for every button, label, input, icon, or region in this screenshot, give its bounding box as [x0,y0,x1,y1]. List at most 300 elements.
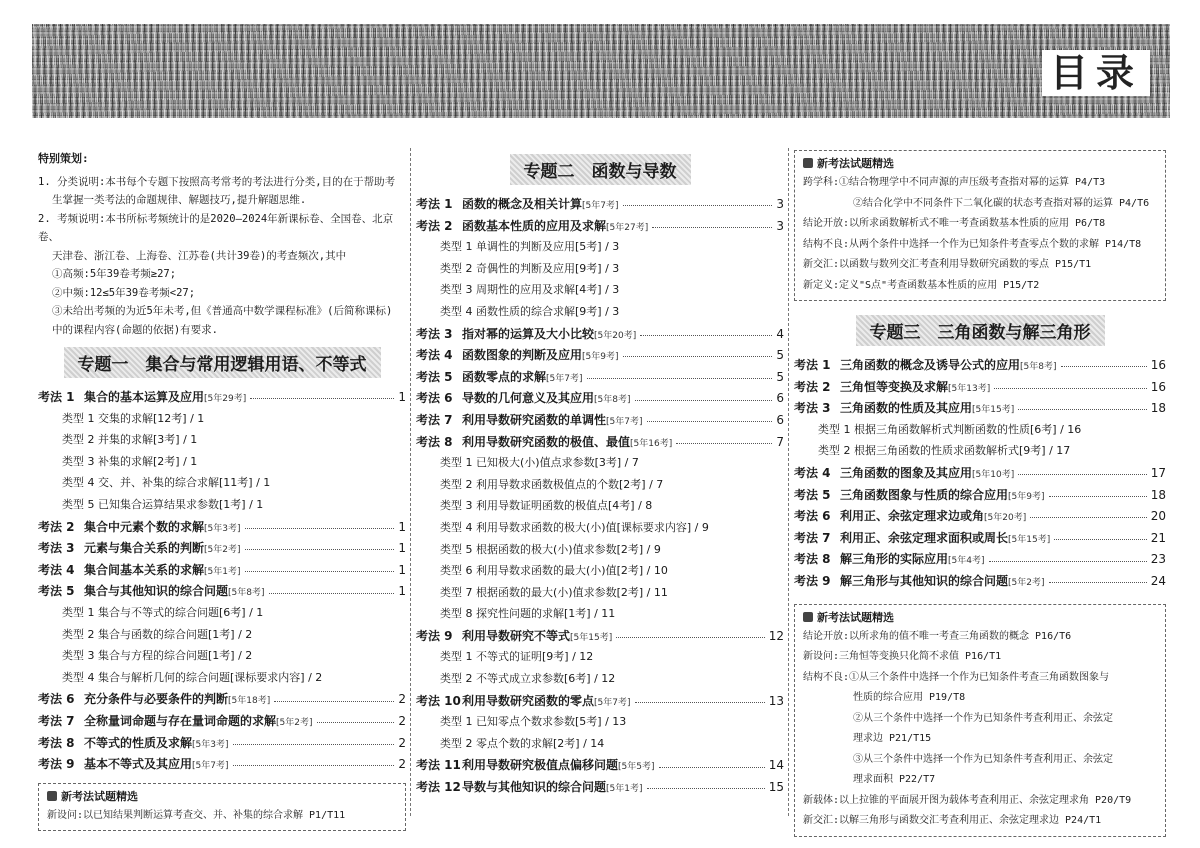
box-line: 跨学科:①结合物理学中不同声源的声压级考查指对幂的运算 P4/T3 [803,177,1106,188]
dot-leader [269,593,395,594]
entry-number: 考法 3 [38,541,75,556]
box-line: 新设问:以已知结果判断运算考查交、并、补集的综合求解 P1/T11 [47,809,346,821]
entry-title: 集合与不等式的综合问题[6考] / 1 [98,605,264,619]
entry-title: 零点个数的求解[2考] / 14 [476,736,605,750]
box-lines [803,627,1157,832]
intro-line: ③未给出考频的为近5年未考,但《普通高中数学课程标准》(后简称课标) [52,305,393,317]
exam-frequency: [5年7考] [582,201,619,211]
toc-entry[interactable] [794,399,1166,421]
toc-entry[interactable] [38,561,406,583]
box-line: ②从三个条件中选择一个作为已知条件考查利用正、余弦定 [853,712,1113,724]
toc-entry[interactable] [416,433,784,455]
box-line: 新载体:以上拉锥的平面展开图为载体考查利用正、余弦定理求角 P20/T9 [803,794,1132,806]
toc-entry[interactable] [794,529,1166,551]
box-line: 新交汇:以解三角形与函数交汇考查利用正、余弦定理求边 P24/T1 [803,815,1102,827]
toc-subentry[interactable] [38,647,406,669]
dot-leader [1030,517,1147,518]
toc-subentry[interactable] [416,605,784,627]
toc-subentry[interactable] [416,735,784,757]
column-1 [38,150,406,831]
column-divider [410,148,411,816]
entry-title: 集合与解析几何的综合问题[课标要求内容] / 2 [98,670,323,684]
entry-title: 不等式的性质及求解 [84,735,193,750]
entry-number: 考法 4 [38,562,75,577]
entry-number: 考法 7 [794,530,831,545]
page-number: 16 [1150,379,1166,394]
entry-title: 根据函数的最大(小)值求参数[2考] / 11 [476,585,668,599]
dot-leader [1049,582,1147,583]
exam-frequency: [5年3考] [204,523,241,534]
dot-leader [635,702,765,703]
page-number: 3 [776,197,784,211]
dot-leader [1018,409,1147,410]
entry-title: 单调性的判断及应用[5考] / 3 [476,240,620,254]
toc-entry[interactable] [38,539,406,561]
entry-title: 函数图象的判断及应用 [462,348,583,363]
dot-leader [245,549,395,550]
dot-leader [623,205,773,206]
box-line: 理求边 P21/T15 [853,733,932,745]
toc-subentry[interactable] [38,410,406,432]
entry-title: 三角恒等变换及求解 [840,379,949,394]
section-title [794,315,1166,346]
entry-title: 已知零点个数求参数[5考] / 13 [476,715,627,729]
entry-number: 考法 7 [38,713,75,728]
toc-subentry[interactable] [38,474,406,496]
entry-number: 考法 1 [794,358,831,372]
entry-number: 类型 2 [440,477,473,491]
entry-title: 交、并、补集的综合求解[11考] / 1 [98,476,271,490]
box-heading-text: 新考法试题精选 [817,157,894,170]
entry-number: 考法 8 [794,552,831,567]
toc-entry[interactable] [416,346,784,368]
toc-subentry[interactable] [38,431,406,453]
exam-frequency: [5年3考] [192,739,229,750]
entry-title: 集合与其他知识的综合问题 [84,584,229,599]
entry-number: 考法 6 [416,391,453,406]
entry-title: 利用导数研究极值点偏移问题 [462,758,619,773]
entry-number: 类型 1 [440,456,473,470]
toc-entry[interactable] [794,507,1166,529]
exam-frequency: [5年7考] [594,697,631,708]
entry-title: 三角函数的图象及其应用 [840,465,973,480]
exam-frequency: [5年20考] [984,513,1027,524]
dot-leader [233,765,395,766]
new-method-box [794,604,1166,837]
toc-subentry[interactable] [794,421,1166,443]
toc-entry[interactable] [416,217,784,239]
toc-entry[interactable] [416,756,784,778]
entry-number: 考法 1 [38,390,75,404]
square-bullet-icon [47,791,57,801]
entry-title: 集合中元素个数的求解 [84,519,205,534]
dot-leader [647,421,773,422]
entry-title: 已知集合运算结果求参数[1考] / 1 [98,497,264,511]
entry-title: 集合的基本运算及应用 [84,390,205,404]
toc-subentry[interactable] [38,626,406,648]
toc-subentry[interactable] [416,454,784,476]
page-number: 5 [776,369,784,384]
entry-number: 考法 6 [38,692,75,707]
entry-title: 根据三角函数的性质求函数解析式[9考] / 17 [854,444,1071,458]
column-divider [788,148,789,816]
toc-entry[interactable] [794,572,1166,594]
entry-title: 利用导数求函数极值点的个数[2考] / 7 [476,477,664,491]
entry-number: 考法 4 [416,348,453,363]
dot-leader [640,335,772,336]
exam-frequency: [5年7考] [606,416,643,427]
toc-entry[interactable] [416,411,784,433]
dot-leader [317,722,395,723]
entry-title: 函数基本性质的应用及求解 [462,218,607,233]
entry-title: 利用导数研究函数的极值、最值 [462,434,631,449]
box-heading [803,609,1157,625]
box-line: 结构不良:从两个条件中选择一个作为已知条件考查零点个数的求解 P14/T8 [803,238,1142,250]
entry-title: 根据函数的极大(小)值求参数[2考] / 9 [476,542,661,556]
toc-list [38,388,406,777]
entry-number: 类型 1 [62,411,95,425]
box-line: 结论开放:以所求角的值不唯一考查三角函数的概念 P16/T6 [803,630,1072,642]
entry-number: 考法 11 [416,758,461,773]
box-line: 结论开放:以所求函数解析式不唯一考查函数基本性质的应用 P6/T8 [803,218,1106,229]
toc-list [416,195,784,800]
toc-subentry[interactable] [416,670,784,692]
toc-entry[interactable] [38,712,406,734]
toc-subentry[interactable] [416,648,784,670]
square-bullet-icon [803,612,813,622]
toc-entry[interactable] [38,582,406,604]
dot-leader [616,637,765,638]
dot-leader [635,400,773,401]
box-line: ②结合化学中不同条件下二氧化碳的状态考查指对幂的运算 P4/T6 [853,197,1150,209]
entry-title: 集合与方程的综合问题[1考] / 2 [98,649,253,663]
intro-line: 1. 分类说明:本书每个专题下按照高考常考的考法进行分类,目的在于帮助考 [38,175,396,188]
exam-frequency: [5年16考] [630,438,673,449]
toc-subentry[interactable] [416,497,784,519]
page-number: 1 [398,584,406,599]
entry-title: 利用导数证明函数的极值点[4考] / 8 [476,499,653,513]
entry-number: 考法 2 [416,218,453,233]
page-number: 1 [398,390,406,404]
box-heading-text: 新考法试题精选 [61,789,138,803]
page-number: 6 [776,412,784,427]
page-number: 12 [768,628,784,643]
toc-entry[interactable] [794,464,1166,486]
entry-number: 考法 3 [416,326,453,341]
toc-subentry[interactable] [38,604,406,626]
entry-number: 考法 5 [794,487,831,502]
section-title-text: 专题三 三角函数与解三角形 [856,315,1105,346]
entry-title: 利用导数研究不等式 [462,628,571,643]
entry-title: 三角函数的性质及其应用 [840,401,973,416]
entry-title: 根据三角函数解析式判断函数的性质[6考] / 16 [854,422,1082,436]
toc-subentry[interactable] [416,281,784,303]
entry-number: 考法 9 [38,757,75,772]
section-title [416,154,784,185]
toc-entry[interactable] [416,389,784,411]
box-line: 新设问:三角恒等变换只化简不求值 P16/T1 [803,651,1002,663]
toc-subentry[interactable] [416,238,784,260]
entry-title: 函数的概念及相关计算 [462,197,583,211]
exam-frequency: [5年9考] [1008,491,1045,502]
entry-title: 三角函数的概念及诱导公式的应用 [840,358,1021,372]
entry-title: 探究性问题的求解[1考] / 11 [476,607,616,621]
exam-frequency: [5年2考] [276,717,313,728]
entry-title: 元素与集合关系的判断 [84,541,205,556]
toc-entry[interactable] [794,378,1166,400]
toc-entry[interactable] [794,550,1166,572]
toc-subentry[interactable] [416,541,784,563]
exam-frequency: [5年10考] [972,469,1015,480]
entry-number: 类型 8 [440,607,473,621]
entry-number: 类型 6 [440,564,473,578]
page-number: 23 [1150,552,1166,567]
toc-entry[interactable] [416,195,784,217]
entry-title: 并集的求解[3考] / 1 [98,433,198,447]
dot-leader [245,528,395,529]
toc-entry[interactable] [38,734,406,756]
entry-number: 类型 2 [440,736,473,750]
entry-title: 函数性质的综合求解[9考] / 3 [476,304,620,318]
toc-list [794,356,1166,594]
dot-leader [994,388,1147,389]
intro-heading: 特别策划: [38,152,89,165]
entry-number: 类型 1 [440,715,473,729]
dot-leader [989,561,1147,562]
toc-subentry[interactable] [38,453,406,475]
dot-leader [652,227,772,228]
intro-line: ①高频:5年39卷考频≥27; [52,268,177,280]
entry-number: 类型 1 [818,422,851,436]
dot-leader [274,701,394,702]
page-number: 5 [776,348,784,363]
page-number: 13 [768,693,784,708]
toc-subentry[interactable] [38,496,406,518]
box-heading [803,155,1157,171]
entry-title: 交集的求解[12考] / 1 [98,411,205,425]
toc-subentry[interactable] [416,476,784,498]
section-title-text: 专题一 集合与常用逻辑用语、不等式 [64,347,381,378]
entry-title: 利用导数求函数的最大(小)值[2考] / 10 [476,564,668,578]
exam-frequency: [5年27考] [606,222,649,233]
page-number: 6 [776,391,784,406]
page-number: 20 [1150,509,1166,524]
entry-number: 类型 1 [440,650,473,664]
entry-number: 考法 5 [416,369,453,384]
box-heading [47,788,397,804]
page-number: 24 [1150,573,1166,588]
page-number: 21 [1150,530,1166,545]
entry-title: 集合与函数的综合问题[1考] / 2 [98,627,253,641]
exam-frequency: [5年15考] [1008,534,1051,545]
entry-title: 导数的几何意义及其应用 [462,391,595,406]
page-number: 17 [1150,465,1166,480]
page-number: 7 [776,434,784,449]
entry-number: 考法 3 [794,401,831,416]
toc-entry[interactable] [416,692,784,714]
toc-entry[interactable] [38,690,406,712]
entry-title: 利用导数研究函数的零点 [462,693,595,708]
entry-title: 补集的求解[2考] / 1 [98,454,198,468]
entry-number: 考法 9 [794,573,831,588]
entry-number: 考法 9 [416,628,453,643]
entry-number: 考法 5 [38,584,75,599]
entry-number: 考法 1 [416,197,453,211]
exam-frequency: [5年29考] [204,394,247,404]
intro-block [38,150,406,339]
entry-number: 考法 8 [416,434,453,449]
entry-number: 类型 3 [440,283,473,297]
entry-number: 类型 3 [62,454,95,468]
toc-entry[interactable] [416,778,784,800]
box-line: 性质的综合应用 P19/T8 [853,692,966,704]
exam-frequency: [5年4考] [948,556,985,567]
toc-entry[interactable] [794,356,1166,378]
page-number: 14 [768,758,784,773]
exam-frequency: [5年2考] [204,545,241,556]
new-method-box [794,150,1166,301]
dot-leader [245,571,395,572]
entry-number: 考法 2 [794,379,831,394]
toc-entry[interactable] [38,518,406,540]
entry-number: 考法 4 [794,465,831,480]
exam-frequency: [5年5考] [618,762,655,773]
exam-frequency: [5年15考] [570,632,613,643]
dot-leader [1054,539,1147,540]
toc-subentry[interactable] [416,260,784,282]
toc-entry[interactable] [416,368,784,390]
toc-entry[interactable] [416,627,784,649]
toc-entry[interactable] [794,486,1166,508]
entry-number: 类型 1 [62,605,95,619]
exam-frequency: [5年7考] [546,373,583,384]
box-line: 新交汇:以函数与数列交汇考查利用导数研究函数的零点 P15/T1 [803,259,1092,270]
toc-subentry[interactable] [416,713,784,735]
entry-number: 类型 7 [440,585,473,599]
exam-frequency: [5年1考] [204,566,241,577]
intro-line: 生掌握一类考法的命题规律、解题技巧,提升解题思维. [52,194,307,206]
entry-title: 解三角形与其他知识的综合问题 [840,573,1009,588]
entry-title: 利用正、余弦定理求边或角 [840,509,985,524]
entry-title: 充分条件与必要条件的判断 [84,692,229,707]
entry-title: 周期性的应用及求解[4考] / 3 [476,283,620,297]
page-number: 16 [1150,358,1166,372]
entry-number: 考法 10 [416,693,461,708]
entry-title: 指对幂的运算及大小比较 [462,326,595,341]
entry-number: 类型 2 [62,627,95,641]
column-2 [416,154,784,800]
entry-number: 考法 8 [38,735,75,750]
dot-leader [1018,474,1147,475]
box-line: 理求面积 P22/T7 [853,774,936,786]
toc-subentry[interactable] [794,442,1166,464]
entry-number: 类型 2 [440,261,473,275]
page-number: 1 [398,541,406,556]
exam-frequency: [5年9考] [582,352,619,363]
entry-title: 基本不等式及其应用 [84,757,193,772]
dot-leader [1049,496,1147,497]
toc-entry[interactable] [416,325,784,347]
entry-number: 类型 4 [62,476,95,490]
page-number: 2 [398,692,406,707]
exam-frequency: [5年2考] [1008,577,1045,588]
box-lines [803,173,1157,296]
toc-subentry[interactable] [416,562,784,584]
exam-frequency: [5年20考] [594,330,637,341]
entry-title: 集合间基本关系的求解 [84,562,205,577]
entry-title: 利用正、余弦定理求面积或周长 [840,530,1009,545]
toc-subentry[interactable] [38,669,406,691]
toc-entry[interactable] [38,388,406,410]
header-banner [32,24,1170,118]
entry-title: 利用导数求函数的极大(小)值[课标要求内容] / 9 [476,520,709,534]
dot-leader [676,443,772,444]
page-number: 1 [398,562,406,577]
entry-number: 类型 5 [62,497,95,511]
entry-title: 利用导数研究函数的单调性 [462,412,607,427]
box-line: ③从三个条件中选择一个作为已知条件考查利用正、余弦定 [853,753,1113,765]
entry-title: 已知极大(小)值点求参数[3考] / 7 [476,456,639,470]
entry-title: 不等式成立求参数[6考] / 12 [476,672,616,686]
toc-subentry[interactable] [416,584,784,606]
page-number: 1 [398,519,406,534]
exam-frequency: [5年1考] [606,784,643,795]
box-heading-text: 新考法试题精选 [817,610,894,624]
page-number: 4 [776,326,784,341]
entry-number: 类型 2 [818,444,851,458]
section-title [38,347,406,378]
entry-title: 不等式的证明[9考] / 12 [476,650,594,664]
dot-leader [250,398,394,399]
dot-leader [1061,366,1147,367]
entry-title: 函数零点的求解 [462,369,547,384]
exam-frequency: [5年8考] [228,588,265,599]
entry-number: 类型 3 [440,499,473,513]
exam-frequency: [5年8考] [1020,362,1057,372]
toc-entry[interactable] [38,755,406,777]
entry-number: 类型 4 [440,520,473,534]
entry-number: 类型 2 [440,672,473,686]
banner-title: 目录 [1042,50,1150,96]
entry-title: 奇偶性的判断及应用[9考] / 3 [476,261,620,275]
dot-leader [587,378,773,379]
exam-frequency: [5年15考] [972,405,1015,416]
dot-leader [233,744,395,745]
exam-frequency: [5年7考] [192,761,229,772]
page-number: 3 [776,218,784,233]
entry-number: 类型 4 [62,670,95,684]
entry-title: 全称量词命题与存在量词命题的求解 [84,713,277,728]
entry-number: 类型 2 [62,433,95,447]
exam-frequency: [5年18考] [228,696,271,707]
entry-number: 类型 4 [440,304,473,318]
toc-subentry[interactable] [416,519,784,541]
page-number: 2 [398,735,406,750]
entry-number: 类型 1 [440,240,473,254]
entry-number: 类型 3 [62,649,95,663]
dot-leader [659,767,765,768]
exam-frequency: [5年13考] [948,383,991,394]
exam-frequency: [5年8考] [594,395,631,406]
entry-number: 考法 12 [416,780,461,795]
page-number: 15 [768,780,784,795]
entry-number: 考法 6 [794,509,831,524]
entry-title: 导数与其他知识的综合问题 [462,780,607,795]
dot-leader [623,356,773,357]
entry-number: 考法 7 [416,412,453,427]
new-method-box [38,783,406,832]
toc-subentry[interactable] [416,303,784,325]
